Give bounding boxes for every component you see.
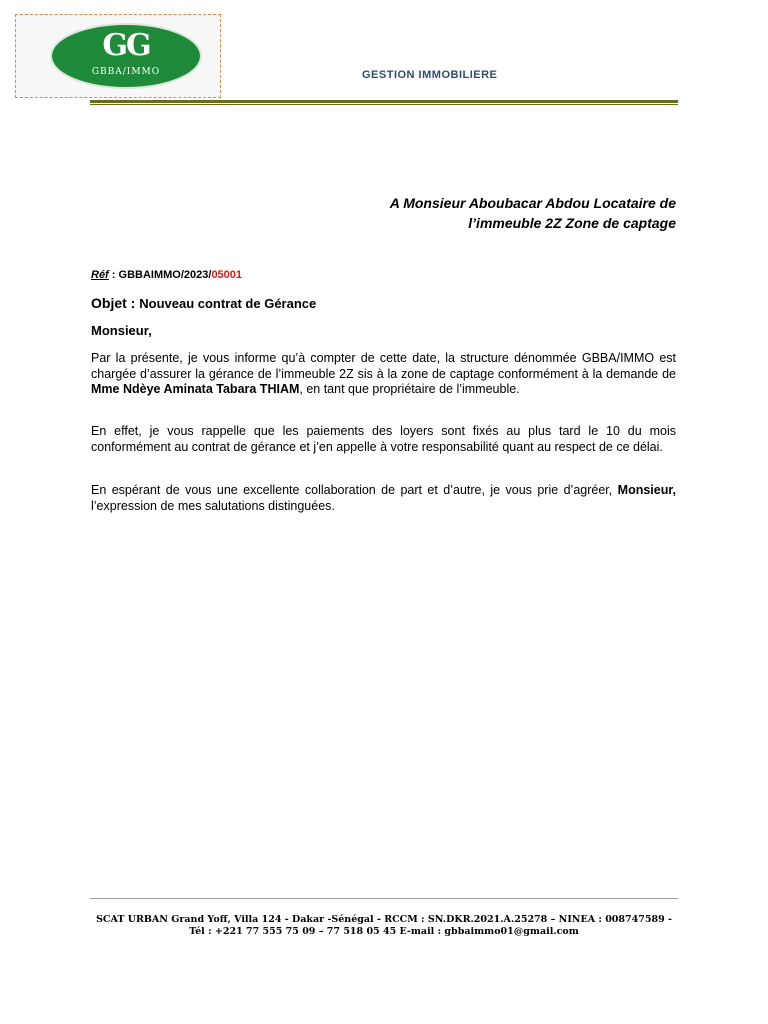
paragraph-3 [91, 483, 676, 514]
addressee-line-1: A Monsieur Aboubacar Abdou Locataire de [389, 195, 676, 211]
salutation: Monsieur, [91, 323, 152, 338]
footer-address: SCAT URBAN Grand Yoff, Villa 124 - Dakar -Sénégal - RCCM : SN.DKR.2021.A.25278 – NINEA : 008747589 - [96, 914, 672, 925]
addressee-block [256, 193, 676, 233]
reference-separator: : [108, 269, 119, 281]
footer-contact: Tél : +221 77 555 75 09 – 77 518 05 45 E-mail : gbbaimmo01@gmail.com [189, 926, 579, 937]
reference-line [91, 269, 242, 281]
subject-label: Objet : [91, 295, 140, 311]
header-rule [90, 100, 678, 103]
reference-prefix: GBBAIMMO/2023/ [118, 269, 212, 281]
reference-label: Réf [91, 269, 109, 281]
logo-mark: GG [102, 28, 150, 63]
paragraph-1-text-b: , en tant que propriétaire de l’immeuble. [299, 382, 520, 396]
paragraph-2: En effet, je vous rappelle que les paiements des loyers sont fixés au plus tard le 10 du mois conformément au contrat de gérance et j’en appelle à votre responsabilité quant au respect de ce délai. [91, 424, 676, 454]
logo-text: GBBA/IMMO [91, 67, 161, 77]
paragraph-3-text-b: l’expression de mes salutations distinguées. [91, 498, 335, 513]
logo-frame [15, 14, 221, 98]
addressee-line-2: l’immeuble 2Z Zone de captage [468, 215, 676, 231]
company-logo [50, 23, 202, 89]
header-rule-thin [90, 104, 678, 105]
paragraph-3-bold: Monsieur, [617, 483, 676, 497]
footer-rule [90, 898, 678, 899]
paragraph-1-text-a: Par la présente, je vous informe qu’à compter de cette date, la structure dénommée GBBA/IMMO est chargée d’assurer la gérance de l’immeuble 2Z sis à la zone de captage conformément à la demande de [91, 351, 676, 381]
subject-text: Nouveau contrat de Gérance [139, 296, 317, 311]
header-title: GESTION IMMOBILIERE [362, 69, 498, 81]
owner-name: Mme Ndèye Aminata Tabara THIAM [91, 382, 300, 396]
paragraph-3-text-a: En espérant de vous une excellente collaboration de part et d’autre, je vous prie d’agréer, [91, 483, 618, 497]
subject-line [91, 295, 316, 311]
paragraph-1 [91, 351, 676, 398]
reference-number: 05001 [211, 269, 243, 281]
